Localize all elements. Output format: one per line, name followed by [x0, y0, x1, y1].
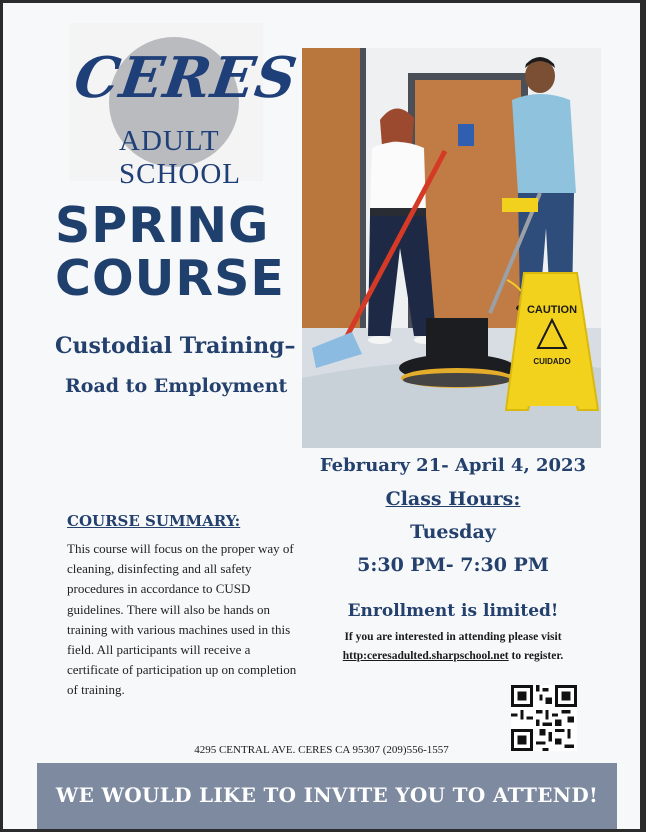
invite-banner	[37, 763, 617, 829]
invite-banner-text: WE WOULD LIKE TO INVITE YOU TO ATTEND!	[55, 783, 599, 807]
flyer-page	[3, 3, 640, 829]
custodial-photo-illustration	[302, 48, 601, 448]
course-tagline: Road to Employment	[65, 375, 288, 397]
page-title	[55, 199, 285, 305]
logo-subtitle: ADULT SCHOOL	[119, 125, 242, 190]
enrollment-suffix: to register.	[508, 650, 564, 662]
course-dates: February 21- April 4, 2023	[319, 455, 587, 476]
summary-body: This course will focus on the proper way of cleaning, disinfecting and all safety procedures in accordance to CUSD guidelines. There will also be hands on training with various machines used in this field. All participants will receive a certificate of participation up on completion of training.	[67, 541, 297, 698]
class-time: 5:30 PM- 7:30 PM	[357, 554, 549, 576]
summary-heading: COURSE SUMMARY:	[67, 512, 241, 530]
school-logo	[69, 23, 302, 190]
title-line-1: SPRING	[55, 197, 270, 254]
caution-text: CAUTION	[526, 304, 578, 316]
course-name: Custodial Training–	[55, 333, 296, 359]
logo-name: CERES	[70, 45, 302, 111]
enrollment-instruction: If you are interested in attending please visit	[344, 631, 562, 643]
registration-link[interactable]: http:ceresadulted.sharpschool.net	[342, 650, 509, 662]
restroom-sign	[458, 124, 474, 146]
qr-code[interactable]	[511, 685, 577, 751]
school-address: 4295 CENTRAL AVE. CERES CA 95307 (209)556-1557	[194, 744, 449, 756]
title-line-2: COURSE	[55, 250, 285, 307]
class-day: Tuesday	[410, 521, 496, 543]
class-hours-label: Class Hours:	[385, 488, 521, 510]
custodial-photo	[302, 48, 601, 448]
enrollment-note	[303, 628, 603, 666]
enrollment-link-line	[303, 647, 603, 666]
cuidado-text: CUIDADO	[533, 357, 571, 366]
enrollment-heading: Enrollment is limited!	[347, 601, 559, 621]
